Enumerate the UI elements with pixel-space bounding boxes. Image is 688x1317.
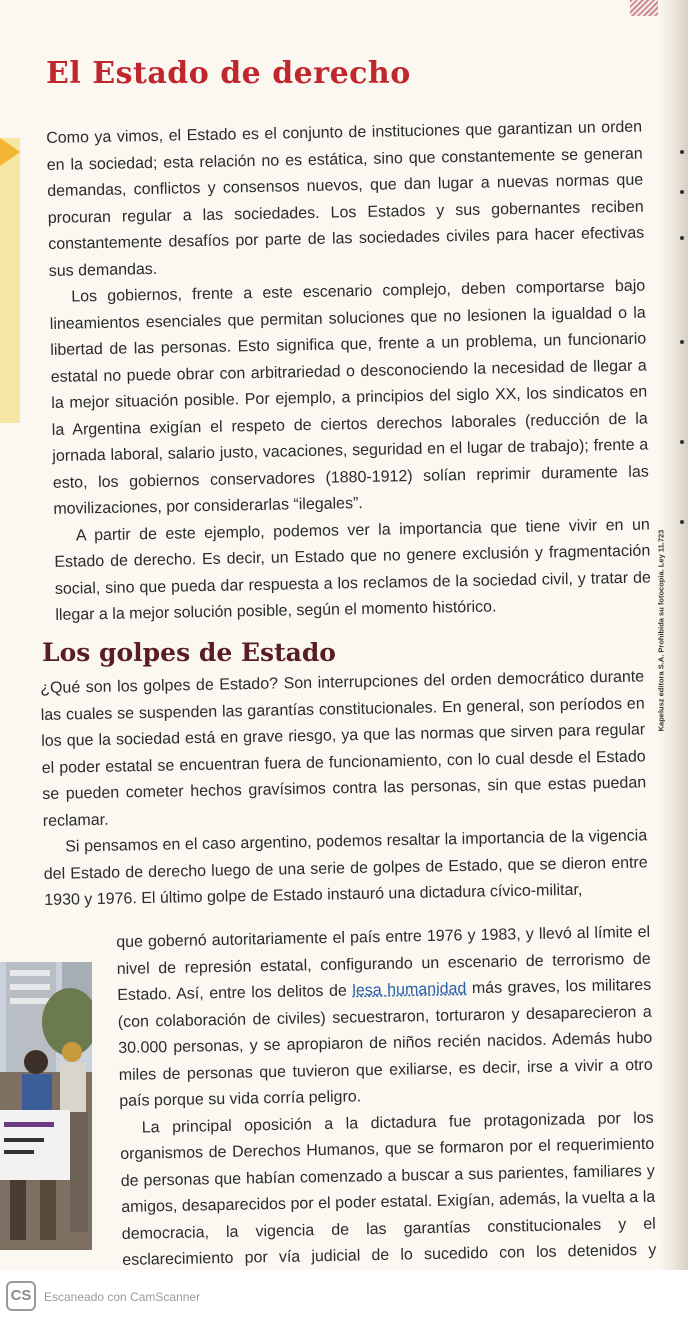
section-subtitle: Los golpes de Estado [42, 638, 336, 667]
margin-arrow-marker [0, 138, 20, 166]
section-title: El Estado de derecho [46, 56, 411, 91]
paragraph [116, 920, 653, 1116]
copyright-side-note: Kapelusz editora S.A. Prohibida su fotocopia. Ley 11.723 [656, 529, 666, 732]
paragraph: Como ya vimos, el Estado es el conjunto de instituciones que garantizan un orden en la sociedad; esta relación no es estática, sino que constantemente se generan demandas, conflictos y consensos nuevos, que dan lugar a nuevas normas que procuran regular a las sociedades. Los Estados y sus gobernantes reciben constantemente desafíos por parte de las sociedades civiles para hacer efectivas sus demandas. [46, 118, 645, 280]
paragraph: ¿Qué son los golpes de Estado? Son interrupciones del orden democrático durante las cuales se suspenden las garantías constitucionales. En general, son períodos en los que la sociedad está en grave riesgo, ya que las normas que sirven para regular el poder estatal se encuentran fuera de funcionamiento, con lo cual desde el Estado se pueden cometer hechos gravísimos contra las personas, sin que estas puedan reclamar. [40, 668, 647, 830]
section-body-golpes-de-estado [40, 664, 648, 914]
paragraph: La principal oposición a la dictadura fue protagonizada por los organismos de Derechos Humanos, que se formaron por el requerimiento de personas que habían comenzado a buscar a sus parientes, familiares y amigos, desaparecidos por el poder estatal. Exigían, además, la vuelta a la democracia, la vigencia de las garantías constitucionales y el esclarecimiento por vía judicial de lo sucedido con los detenidos y [120, 1109, 657, 1269]
paragraph: A partir de este ejemplo, podemos ver la importancia que tiene vivir en un Estado de derecho. Es decir, un Estado que no genere exclusión y fragmentación social, sino que pueda dar respuesta a los reclamos de la sociedad civil, y tratar de llegar a la mejor solución posible, según el momento histórico. [54, 515, 651, 624]
paragraph: Si pensamos en el caso argentino, podemos resaltar la importancia de la vigencia del Estado de derecho luego de una serie de golpes de Estado, que se dieron entre 1930 y 1976. El último golpe de Estado instauró una dictadura cívico-militar, [43, 827, 648, 909]
paragraph: Los gobiernos, frente a este escenario complejo, deben comportarse bajo lineamientos esenciales que permitan soluciones que no lesionen la igualdad o la libertad de las personas. Esto significa que, frente a un problema, un funcionario estatal no puede obrar con arbitrariedad o desconociendo la necesidad de llegar a la mejor situación posible. Por ejemplo, a principios del siglo XX, los sindicatos en la Argentina exigían el respeto de ciertos derechos laborales (reducción de la jornada laboral, salario justo, vacaciones, seguridad en el lugar de trabajo); frente a esto, los gobiernos conservadores (1880-1912) solían reprimir duramente las movilizaciones, por considerarlas “ilegales”. [49, 277, 649, 518]
scanner-watermark-text: Escaneado con CamScanner [44, 1290, 201, 1304]
paragraph-text: más graves, los militares (con colaboración de civiles) secuestraron, torturaron y desaparecieron a 30.000 personas, y se apropiaron de niños recién nacidos. Además hubo miles de personas que tuvieron que exiliarse, es decir, irse a vivir a otro país porque su vida corría peligro. [117, 976, 653, 1110]
margin-color-tab [0, 138, 20, 423]
protest-photo [0, 962, 92, 1250]
section-body-dictadura [116, 920, 657, 1301]
glossary-link-lesa-humanidad[interactable]: lesa humanidad [352, 980, 467, 1000]
paragraph-text: que gobernó autoritariamente el país entre 1976 y 1983, y llevó al límite el nivel de represión estatal, configurando un escenario de terrorismo de Estado. Así, entre los delitos de [116, 923, 651, 1004]
camscanner-logo: CS [6, 1281, 36, 1311]
section-body-estado-de-derecho [46, 115, 652, 630]
